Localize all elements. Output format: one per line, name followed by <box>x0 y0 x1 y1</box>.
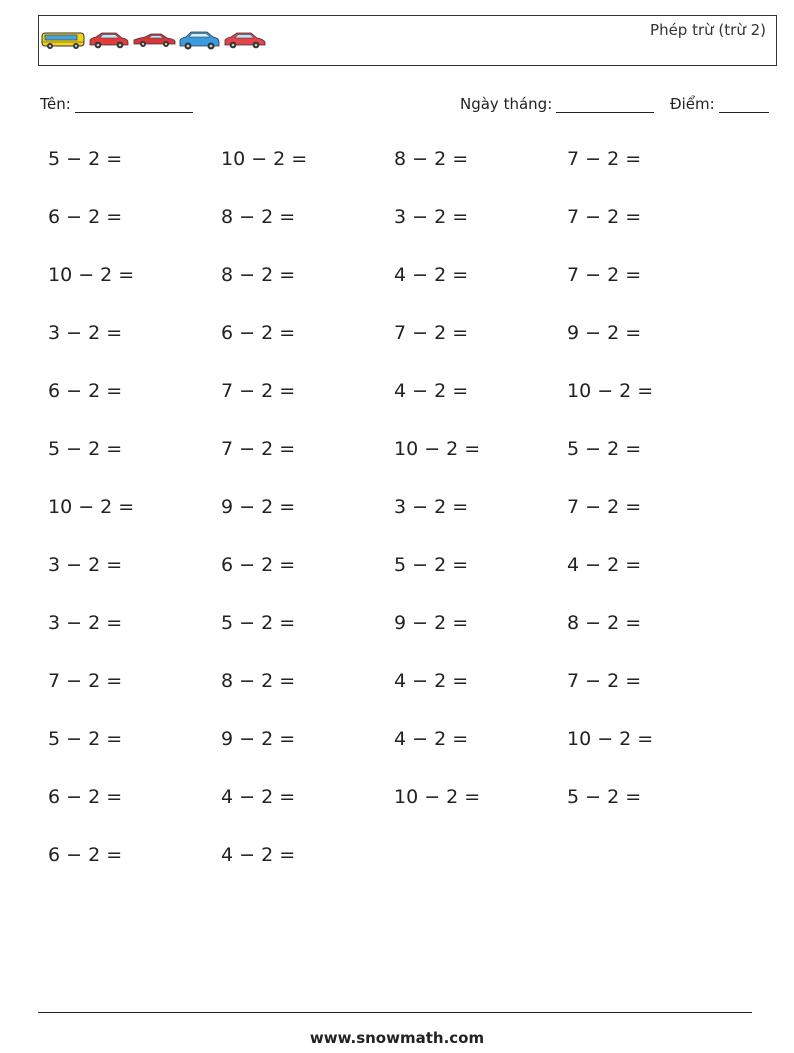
problem-item: 5 − 2 = <box>567 786 642 808</box>
header-box <box>38 15 777 66</box>
problem-item: 10 − 2 = <box>567 380 654 402</box>
problem-item: 4 − 2 = <box>221 844 296 866</box>
problem-item: 3 − 2 = <box>48 612 123 634</box>
problem-item: 3 − 2 = <box>48 322 123 344</box>
problem-item: 6 − 2 = <box>48 786 123 808</box>
date-field[interactable] <box>460 95 654 113</box>
red-car-icon <box>90 33 128 48</box>
problem-item: 4 − 2 = <box>394 728 469 750</box>
problem-item: 9 − 2 = <box>394 612 469 634</box>
footer-divider <box>38 1012 752 1013</box>
problem-item: 3 − 2 = <box>394 206 469 228</box>
problem-item: 5 − 2 = <box>394 554 469 576</box>
problem-item: 10 − 2 = <box>394 786 481 808</box>
problem-item: 5 − 2 = <box>48 148 123 170</box>
red-car-icon <box>225 33 265 48</box>
problem-item: 4 − 2 = <box>394 670 469 692</box>
problem-item: 6 − 2 = <box>221 554 296 576</box>
problem-item: 4 − 2 = <box>394 380 469 402</box>
problem-item: 9 − 2 = <box>221 496 296 518</box>
problem-item: 6 − 2 = <box>221 322 296 344</box>
problem-item: 5 − 2 = <box>567 438 642 460</box>
problem-item: 10 − 2 = <box>48 264 135 286</box>
name-label: Tên: <box>40 95 71 113</box>
problem-item: 4 − 2 = <box>567 554 642 576</box>
problem-item: 4 − 2 = <box>394 264 469 286</box>
problem-item: 3 − 2 = <box>48 554 123 576</box>
problem-item: 8 − 2 = <box>221 670 296 692</box>
date-blank[interactable] <box>556 96 654 113</box>
problem-item: 6 − 2 = <box>48 844 123 866</box>
problem-item: 7 − 2 = <box>567 206 642 228</box>
problem-item: 7 − 2 = <box>567 264 642 286</box>
problem-item: 7 − 2 = <box>221 380 296 402</box>
name-field[interactable] <box>40 95 193 113</box>
problem-item: 8 − 2 = <box>221 264 296 286</box>
name-blank[interactable] <box>75 96 193 113</box>
problem-item: 5 − 2 = <box>48 438 123 460</box>
vehicle-illustration <box>41 30 271 52</box>
bus-icon <box>42 33 84 49</box>
problem-item: 10 − 2 = <box>394 438 481 460</box>
blue-car-icon <box>180 32 219 50</box>
date-label: Ngày tháng: <box>460 95 553 113</box>
problem-item: 10 − 2 = <box>48 496 135 518</box>
problem-item: 9 − 2 = <box>221 728 296 750</box>
footer-url: www.snowmath.com <box>309 1029 485 1047</box>
problem-item: 6 − 2 = <box>48 206 123 228</box>
problem-item: 7 − 2 = <box>567 670 642 692</box>
problem-item: 8 − 2 = <box>394 148 469 170</box>
score-field[interactable] <box>670 95 769 113</box>
problem-item: 8 − 2 = <box>221 206 296 228</box>
problem-item: 5 − 2 = <box>48 728 123 750</box>
problem-item: 9 − 2 = <box>567 322 642 344</box>
score-blank[interactable] <box>719 96 769 113</box>
problem-item: 10 − 2 = <box>221 148 308 170</box>
problem-item: 7 − 2 = <box>567 496 642 518</box>
problem-item: 7 − 2 = <box>221 438 296 460</box>
problem-item: 7 − 2 = <box>394 322 469 344</box>
red-sports-car-icon <box>134 34 175 47</box>
problem-item: 8 − 2 = <box>567 612 642 634</box>
problem-item: 4 − 2 = <box>221 786 296 808</box>
problem-item: 5 − 2 = <box>221 612 296 634</box>
problem-item: 7 − 2 = <box>48 670 123 692</box>
worksheet-title: Phép trừ (trừ 2) <box>650 21 766 39</box>
problem-item: 3 − 2 = <box>394 496 469 518</box>
problem-item: 7 − 2 = <box>567 148 642 170</box>
score-label: Điểm: <box>670 95 715 113</box>
problem-item: 10 − 2 = <box>567 728 654 750</box>
problem-item: 6 − 2 = <box>48 380 123 402</box>
